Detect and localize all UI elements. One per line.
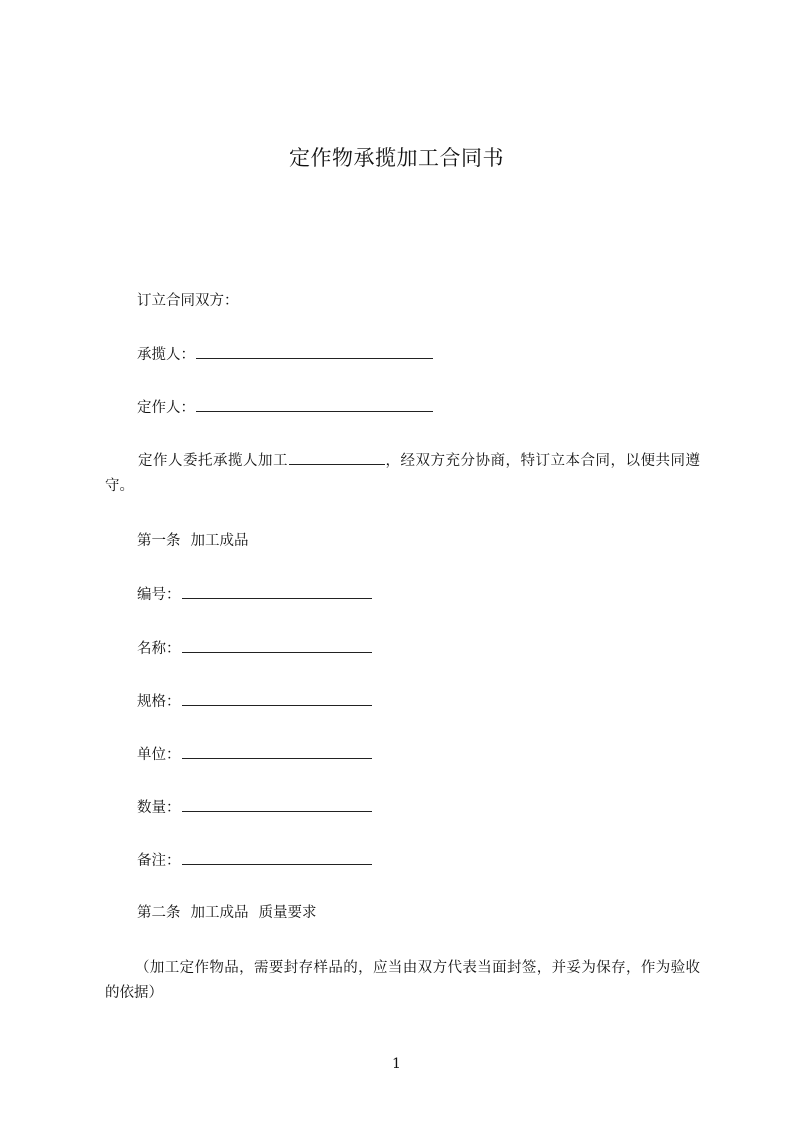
intro-paragraph <box>105 449 700 499</box>
field-label: 数量： <box>137 800 181 816</box>
article2-heading <box>137 903 317 923</box>
article1-heading <box>137 531 249 551</box>
article1-number: 第一条 <box>137 533 181 549</box>
field-label: 名称： <box>137 641 181 657</box>
field-label: 规格： <box>137 694 181 710</box>
orderer-line <box>137 397 433 418</box>
contractor-line <box>137 344 433 365</box>
article2-title: 加工成品 <box>190 905 249 921</box>
field-blank <box>182 638 372 653</box>
parties-heading: 订立合同双方： <box>137 293 239 309</box>
field-row <box>137 638 372 659</box>
orderer-blank <box>196 397 433 412</box>
contractor-blank <box>196 344 433 359</box>
intro-text-after: ，经双方充分协商，特订立本合同，以便共同遵守。 <box>105 453 700 494</box>
article2-number: 第二条 <box>137 905 181 921</box>
intro-text-before: 定作人委托承揽人加工 <box>138 453 288 469</box>
field-label: 单位： <box>137 747 181 763</box>
field-label: 编号： <box>137 587 181 603</box>
field-blank <box>182 691 372 706</box>
article1-title: 加工成品 <box>190 533 249 549</box>
field-row <box>137 850 372 871</box>
field-row <box>137 797 372 818</box>
field-blank <box>182 850 372 865</box>
field-label: 备注： <box>137 853 181 869</box>
contractor-label: 承揽人： <box>137 347 195 363</box>
orderer-label: 定作人： <box>137 400 195 416</box>
field-blank <box>182 584 372 599</box>
field-row <box>137 744 372 765</box>
article2-subtitle: 质量要求 <box>258 905 317 921</box>
field-row <box>137 584 372 605</box>
field-blank <box>182 797 372 812</box>
field-row <box>137 691 372 712</box>
field-blank <box>182 744 372 759</box>
document-title: 定作物承揽加工合同书 <box>289 146 504 170</box>
page-number: 1 <box>392 1056 401 1072</box>
intro-blank <box>289 450 385 465</box>
article2-note: （加工定作物品，需要封存样品的，应当由双方代表当面封签，并妥为保存，作为验收的依据） <box>105 960 700 1001</box>
